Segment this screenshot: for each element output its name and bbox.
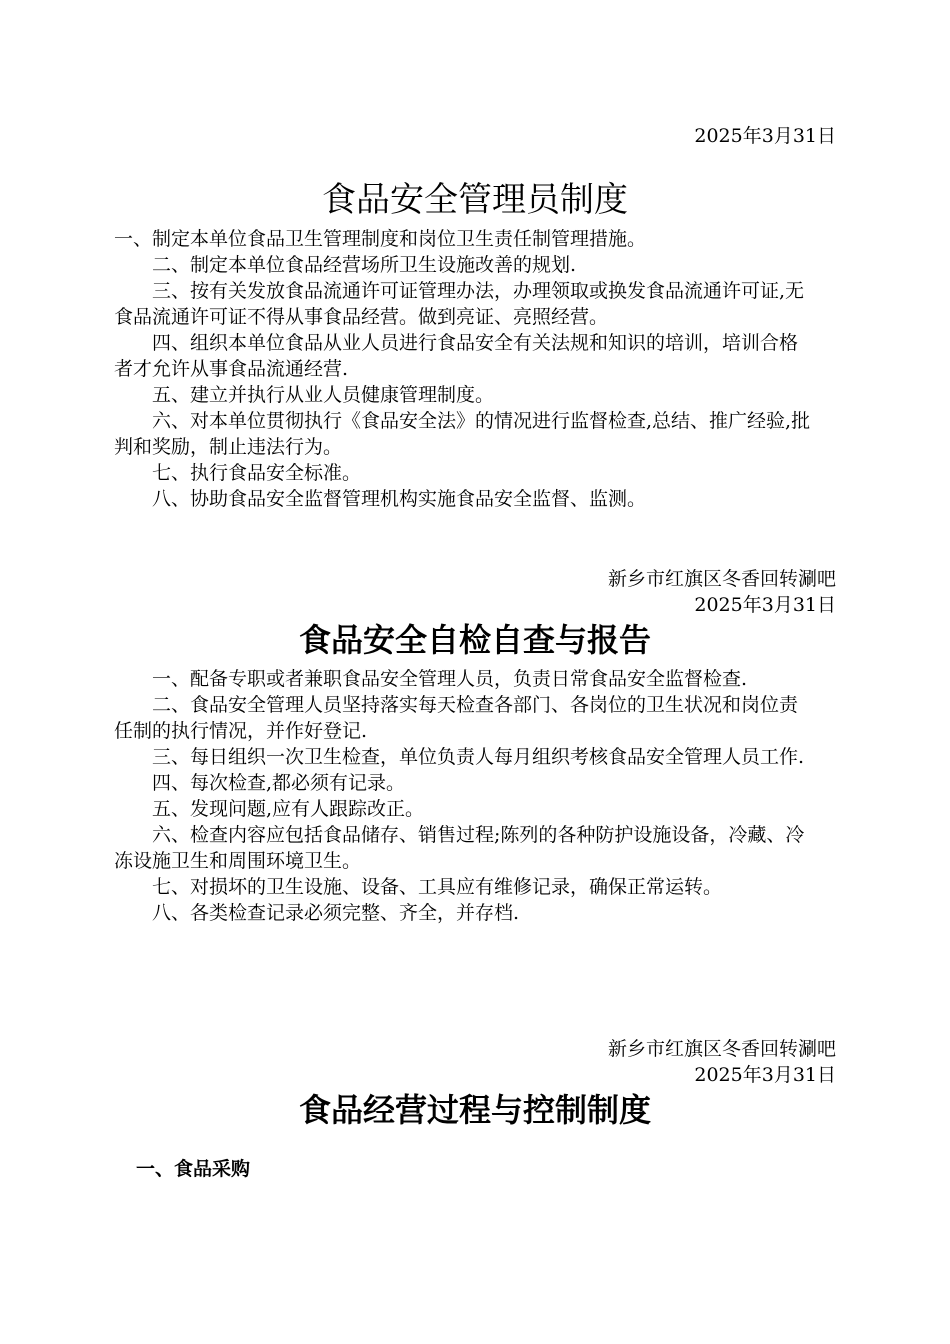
section1-paragraph-8: 八、协助食品安全监督管理机构实施食品安全监督、监测。 [152, 488, 647, 510]
section2-org: 新乡市红旗区冬香回转涮吧 [607, 568, 836, 590]
section2-body [114, 666, 814, 926]
section2-paragraph-6: 六、检查内容应包括食品储存、销售过程;陈列的各种防护设施设备，冷藏、冷冻设施卫生和周围环境卫生。 [114, 824, 805, 872]
section3-subheading: 一、食品采购 [136, 1158, 251, 1180]
section2-paragraph-1: 一、配备专职或者兼职食品安全管理人员，负责日常食品安全监督检查. [152, 668, 748, 690]
section1-paragraph-5: 五、建立并执行从业人员健康管理制度。 [152, 384, 495, 406]
section3-title: 食品经营过程与控制制度 [298, 1091, 651, 1129]
section2-paragraph-7: 七、对损坏的卫生设施、设备、工具应有维修记录，确保正常运转。 [152, 876, 723, 898]
section1-paragraph-4: 四、组织本单位食品从业人员进行食品安全有关法规和知识的培训，培训合格者才允许从事食品流通经营. [114, 332, 799, 380]
section1-paragraph-3: 三、按有关发放食品流通许可证管理办法，办理领取或换发食品流通许可证,无食品流通许可证不得从事食品经营。做到亮证、亮照经营。 [114, 280, 805, 328]
section1-body [114, 226, 814, 512]
section1-paragraph-7: 七、执行食品安全标准。 [152, 462, 362, 484]
section2-date: 2025年3月31日 [694, 594, 836, 616]
section2-paragraph-2: 二、食品安全管理人员坚持落实每天检查各部门、各岗位的卫生状况和岗位责任制的执行情况，并作好登记. [114, 694, 799, 742]
section2-paragraph-3: 三、每日组织一次卫生检查，单位负责人每月组织考核食品安全管理人员工作. [152, 746, 805, 768]
section1-paragraph-6: 六、对本单位贯彻执行《食品安全法》的情况进行监督检查,总结、推广经验,批判和奖励，制止违法行为。 [114, 410, 811, 458]
section2-paragraph-8: 八、各类检查记录必须完整、齐全，并存档. [152, 902, 520, 924]
section1-paragraph-1: 一、制定本单位食品卫生管理制度和岗位卫生责任制管理措施。 [114, 228, 647, 250]
section1-paragraph-2: 二、制定本单位食品经营场所卫生设施改善的规划. [152, 254, 577, 276]
section3-org: 新乡市红旗区冬香回转涮吧 [607, 1038, 836, 1060]
section1-date: 2025年3月31日 [694, 125, 836, 147]
section2-title: 食品安全自检自查与报告 [298, 621, 651, 659]
section2-paragraph-5: 五、发现问题,应有人跟踪改正。 [152, 798, 425, 820]
section2-paragraph-4: 四、每次检查,都必须有记录。 [152, 772, 406, 794]
section3-date: 2025年3月31日 [694, 1064, 836, 1086]
section1-title: 食品安全管理员制度 [322, 180, 628, 220]
